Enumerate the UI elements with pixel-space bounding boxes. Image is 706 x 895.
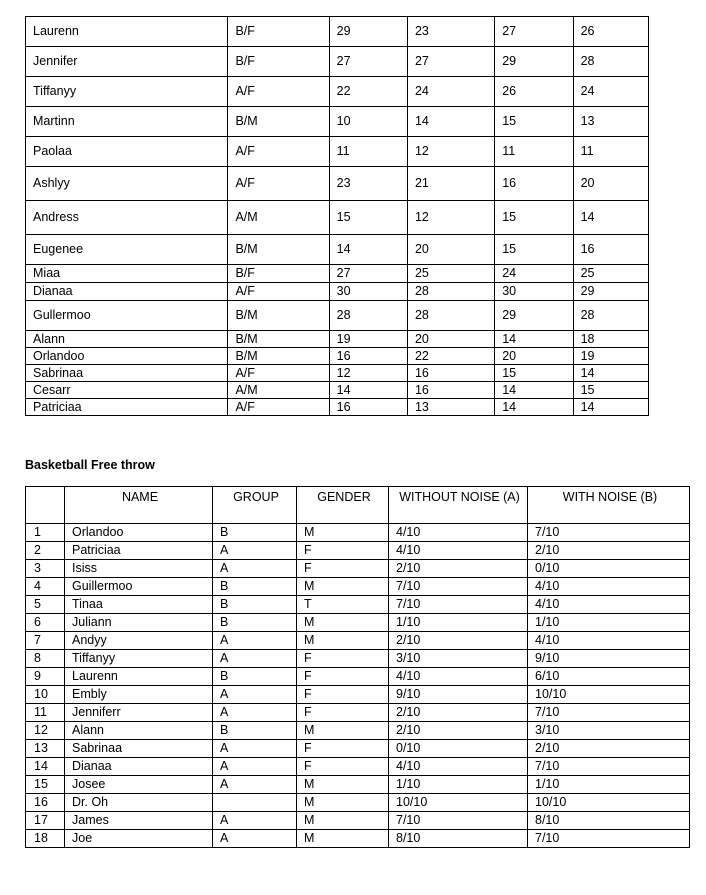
- table-cell: 4/10: [389, 758, 528, 776]
- table-cell: 14: [495, 331, 573, 348]
- table-cell: 19: [329, 331, 407, 348]
- table-cell: 16: [407, 365, 494, 382]
- table-cell: 18: [26, 830, 65, 848]
- table-cell: 10/10: [389, 794, 528, 812]
- table-cell: A/F: [228, 283, 329, 301]
- table-cell: 29: [573, 283, 648, 301]
- table-cell: B: [213, 614, 297, 632]
- table-cell: F: [297, 704, 389, 722]
- table-cell: Miaa: [26, 265, 228, 283]
- table-cell: M: [297, 578, 389, 596]
- table-cell: F: [297, 740, 389, 758]
- table-cell: 7/10: [528, 524, 690, 542]
- table-cell: A: [213, 830, 297, 848]
- col-header-without-noise: WITHOUT NOISE (A): [389, 487, 528, 524]
- table-cell: 28: [407, 301, 494, 331]
- table-row: [26, 686, 690, 704]
- table-cell: Sabrinaa: [65, 740, 213, 758]
- table-cell: 4/10: [528, 596, 690, 614]
- table-cell: 15: [495, 201, 573, 235]
- table-cell: 6/10: [528, 668, 690, 686]
- table-row: [26, 382, 649, 399]
- table-cell: B/M: [228, 107, 329, 137]
- header-row: [26, 487, 690, 524]
- table-row: [26, 758, 690, 776]
- table-cell: 7: [26, 632, 65, 650]
- table-cell: F: [297, 686, 389, 704]
- table-row: [26, 137, 649, 167]
- table-cell: A: [213, 812, 297, 830]
- table-cell: A/F: [228, 399, 329, 416]
- table-row: [26, 596, 690, 614]
- table-cell: Jenniferr: [65, 704, 213, 722]
- table-cell: Paolaa: [26, 137, 228, 167]
- table-cell: 1/10: [389, 614, 528, 632]
- table-row: [26, 740, 690, 758]
- table-cell: M: [297, 776, 389, 794]
- table-cell: Tinaa: [65, 596, 213, 614]
- table-cell: 16: [329, 399, 407, 416]
- col-header-with-noise: WITH NOISE (B): [528, 487, 690, 524]
- table-cell: Jennifer: [26, 47, 228, 77]
- table-cell: 2/10: [389, 560, 528, 578]
- table-cell: 14: [573, 365, 648, 382]
- table-cell: 2/10: [389, 722, 528, 740]
- table-cell: 22: [407, 348, 494, 365]
- table-cell: 27: [329, 47, 407, 77]
- table-cell: Juliann: [65, 614, 213, 632]
- table-cell: 2/10: [389, 632, 528, 650]
- table-cell: A: [213, 632, 297, 650]
- table-cell: Dianaa: [26, 283, 228, 301]
- table-row: [26, 235, 649, 265]
- table-cell: 3: [26, 560, 65, 578]
- table-cell: 14: [495, 382, 573, 399]
- table-cell: 10/10: [528, 686, 690, 704]
- table-cell: 30: [495, 283, 573, 301]
- table-cell: Alann: [65, 722, 213, 740]
- table-cell: 7/10: [389, 578, 528, 596]
- table-cell: 23: [407, 17, 494, 47]
- table-cell: Embly: [65, 686, 213, 704]
- table-cell: 16: [573, 235, 648, 265]
- table-row: [26, 542, 690, 560]
- table-cell: 4/10: [528, 578, 690, 596]
- table-cell: A/F: [228, 365, 329, 382]
- table-cell: 13: [26, 740, 65, 758]
- table-cell: 22: [329, 77, 407, 107]
- table-cell: B/M: [228, 235, 329, 265]
- table-row: [26, 578, 690, 596]
- table-cell: A: [213, 740, 297, 758]
- table-cell: 26: [573, 17, 648, 47]
- table-cell: 8: [26, 650, 65, 668]
- table-cell: A: [213, 560, 297, 578]
- table-cell: Tiffanyy: [65, 650, 213, 668]
- table-cell: B/M: [228, 348, 329, 365]
- table-cell: 21: [407, 167, 494, 201]
- table-cell: 11: [329, 137, 407, 167]
- table-cell: 2: [26, 542, 65, 560]
- table-cell: A/M: [228, 382, 329, 399]
- table-cell: 12: [407, 137, 494, 167]
- table-row: [26, 77, 649, 107]
- table-cell: B/F: [228, 17, 329, 47]
- table-cell: 16: [407, 382, 494, 399]
- table-cell: 4/10: [389, 524, 528, 542]
- table-cell: M: [297, 794, 389, 812]
- table-cell: 1/10: [389, 776, 528, 794]
- table-row: [26, 794, 690, 812]
- table-cell: M: [297, 830, 389, 848]
- table-cell: A: [213, 542, 297, 560]
- table-cell: 23: [329, 167, 407, 201]
- table-cell: 28: [573, 301, 648, 331]
- table-cell: 15: [26, 776, 65, 794]
- table-cell: B/F: [228, 265, 329, 283]
- table-cell: Andress: [26, 201, 228, 235]
- table-cell: M: [297, 632, 389, 650]
- table-cell: 29: [495, 47, 573, 77]
- table-row: [26, 614, 690, 632]
- table-row: [26, 283, 649, 301]
- table-cell: Eugenee: [26, 235, 228, 265]
- table-cell: Dr. Oh: [65, 794, 213, 812]
- table-cell: 0/10: [389, 740, 528, 758]
- table-cell: 15: [573, 382, 648, 399]
- table-row: [26, 265, 649, 283]
- table-cell: 20: [573, 167, 648, 201]
- table-cell: B: [213, 578, 297, 596]
- table-cell: Cesarr: [26, 382, 228, 399]
- table-cell: 16: [26, 794, 65, 812]
- table-cell: A/F: [228, 77, 329, 107]
- table-row: [26, 365, 649, 382]
- table-row: [26, 201, 649, 235]
- table-cell: 24: [407, 77, 494, 107]
- table-cell: 2/10: [528, 542, 690, 560]
- table-row: [26, 17, 649, 47]
- table-cell: 20: [407, 235, 494, 265]
- table-cell: M: [297, 722, 389, 740]
- table-cell: 11: [573, 137, 648, 167]
- table-cell: Tiffanyy: [26, 77, 228, 107]
- table-cell: 10: [26, 686, 65, 704]
- table-cell: 25: [573, 265, 648, 283]
- table-cell: 19: [573, 348, 648, 365]
- table-cell: 14: [329, 382, 407, 399]
- table-cell: F: [297, 542, 389, 560]
- table-cell: 3/10: [528, 722, 690, 740]
- table-cell: 27: [329, 265, 407, 283]
- table-cell: Laurenn: [26, 17, 228, 47]
- table-row: [26, 331, 649, 348]
- table-cell: Orlandoo: [65, 524, 213, 542]
- table-cell: 18: [573, 331, 648, 348]
- table-cell: 30: [329, 283, 407, 301]
- table-cell: 28: [573, 47, 648, 77]
- table-row: [26, 722, 690, 740]
- table-cell: 4/10: [389, 542, 528, 560]
- table-row: [26, 47, 649, 77]
- table-cell: 4/10: [528, 632, 690, 650]
- col-header-number: [26, 487, 65, 524]
- table-row: [26, 668, 690, 686]
- table-cell: A: [213, 758, 297, 776]
- table-row: [26, 830, 690, 848]
- table-cell: 8/10: [389, 830, 528, 848]
- table-cell: Dianaa: [65, 758, 213, 776]
- table-cell: 27: [495, 17, 573, 47]
- col-header-gender: GENDER: [297, 487, 389, 524]
- table-cell: T: [297, 596, 389, 614]
- table-cell: 13: [407, 399, 494, 416]
- table-cell: 13: [573, 107, 648, 137]
- table-cell: 15: [329, 201, 407, 235]
- table-cell: 11: [26, 704, 65, 722]
- table-row: [26, 812, 690, 830]
- table-cell: A/M: [228, 201, 329, 235]
- table-row: [26, 348, 649, 365]
- table-cell: Andyy: [65, 632, 213, 650]
- table-cell: 7/10: [528, 704, 690, 722]
- table-cell: 1: [26, 524, 65, 542]
- table-cell: 12: [407, 201, 494, 235]
- table-cell: 24: [573, 77, 648, 107]
- table-cell: 4/10: [389, 668, 528, 686]
- table-cell: Guillermoo: [65, 578, 213, 596]
- table-cell: Sabrinaa: [26, 365, 228, 382]
- table-cell: A/F: [228, 137, 329, 167]
- table-cell: B: [213, 524, 297, 542]
- table-cell: 3/10: [389, 650, 528, 668]
- free-throw-table: [25, 486, 690, 848]
- table-cell: Alann: [26, 331, 228, 348]
- table-row: [26, 632, 690, 650]
- table-cell: 14: [573, 399, 648, 416]
- table-cell: M: [297, 614, 389, 632]
- table-cell: 28: [329, 301, 407, 331]
- table-cell: B/F: [228, 47, 329, 77]
- table-row: [26, 399, 649, 416]
- table-row: [26, 167, 649, 201]
- table-cell: 7/10: [528, 830, 690, 848]
- table-cell: Josee: [65, 776, 213, 794]
- table-cell: 14: [407, 107, 494, 137]
- table-cell: Isiss: [65, 560, 213, 578]
- table-cell: [213, 794, 297, 812]
- table-cell: 26: [495, 77, 573, 107]
- table-cell: 0/10: [528, 560, 690, 578]
- table-cell: F: [297, 758, 389, 776]
- table-cell: 20: [407, 331, 494, 348]
- table-cell: B: [213, 668, 297, 686]
- table-cell: Martinn: [26, 107, 228, 137]
- table-cell: M: [297, 524, 389, 542]
- table-cell: 29: [329, 17, 407, 47]
- table-cell: A: [213, 704, 297, 722]
- table-cell: 14: [26, 758, 65, 776]
- table-cell: 16: [495, 167, 573, 201]
- table-cell: 15: [495, 365, 573, 382]
- table-row: [26, 301, 649, 331]
- table-cell: Orlandoo: [26, 348, 228, 365]
- table-row: [26, 650, 690, 668]
- table-cell: A: [213, 776, 297, 794]
- table-cell: 1/10: [528, 614, 690, 632]
- scores-table: [25, 16, 649, 416]
- col-header-group: GROUP: [213, 487, 297, 524]
- table-cell: James: [65, 812, 213, 830]
- table-cell: A: [213, 650, 297, 668]
- table-cell: F: [297, 668, 389, 686]
- table-cell: 9: [26, 668, 65, 686]
- table-cell: A/F: [228, 167, 329, 201]
- table-cell: Ashlyy: [26, 167, 228, 201]
- table-cell: 7/10: [389, 812, 528, 830]
- table-cell: 12: [329, 365, 407, 382]
- table-cell: B/M: [228, 301, 329, 331]
- table-cell: Gullermoo: [26, 301, 228, 331]
- table-cell: 8/10: [528, 812, 690, 830]
- table-cell: Patriciaa: [26, 399, 228, 416]
- table-cell: B/M: [228, 331, 329, 348]
- table-cell: B: [213, 722, 297, 740]
- section-title: Basketball Free throw: [25, 458, 155, 472]
- table-cell: 25: [407, 265, 494, 283]
- table-cell: 7/10: [528, 758, 690, 776]
- table-cell: 10/10: [528, 794, 690, 812]
- table-cell: 27: [407, 47, 494, 77]
- table-cell: 14: [495, 399, 573, 416]
- table-cell: 15: [495, 235, 573, 265]
- table-cell: 24: [495, 265, 573, 283]
- table-cell: 10: [329, 107, 407, 137]
- table-cell: Joe: [65, 830, 213, 848]
- col-header-name: NAME: [65, 487, 213, 524]
- table-cell: 11: [495, 137, 573, 167]
- table-cell: 15: [495, 107, 573, 137]
- table-cell: 12: [26, 722, 65, 740]
- table-cell: A: [213, 686, 297, 704]
- table-cell: 14: [329, 235, 407, 265]
- table-cell: 9/10: [389, 686, 528, 704]
- table-cell: B: [213, 596, 297, 614]
- table-cell: 14: [573, 201, 648, 235]
- table-row: [26, 776, 690, 794]
- table-cell: F: [297, 650, 389, 668]
- table-cell: 16: [329, 348, 407, 365]
- table-cell: 1/10: [528, 776, 690, 794]
- table-row: [26, 524, 690, 542]
- table-cell: 29: [495, 301, 573, 331]
- table-cell: 6: [26, 614, 65, 632]
- table-cell: Patriciaa: [65, 542, 213, 560]
- table-cell: 5: [26, 596, 65, 614]
- table-row: [26, 107, 649, 137]
- table-cell: M: [297, 812, 389, 830]
- table-cell: 2/10: [389, 704, 528, 722]
- table-row: [26, 704, 690, 722]
- table-cell: 2/10: [528, 740, 690, 758]
- table-cell: F: [297, 560, 389, 578]
- table-row: [26, 560, 690, 578]
- table-cell: 28: [407, 283, 494, 301]
- table-cell: 9/10: [528, 650, 690, 668]
- table-cell: 7/10: [389, 596, 528, 614]
- table-cell: Laurenn: [65, 668, 213, 686]
- table-cell: 4: [26, 578, 65, 596]
- table-cell: 20: [495, 348, 573, 365]
- table-cell: 17: [26, 812, 65, 830]
